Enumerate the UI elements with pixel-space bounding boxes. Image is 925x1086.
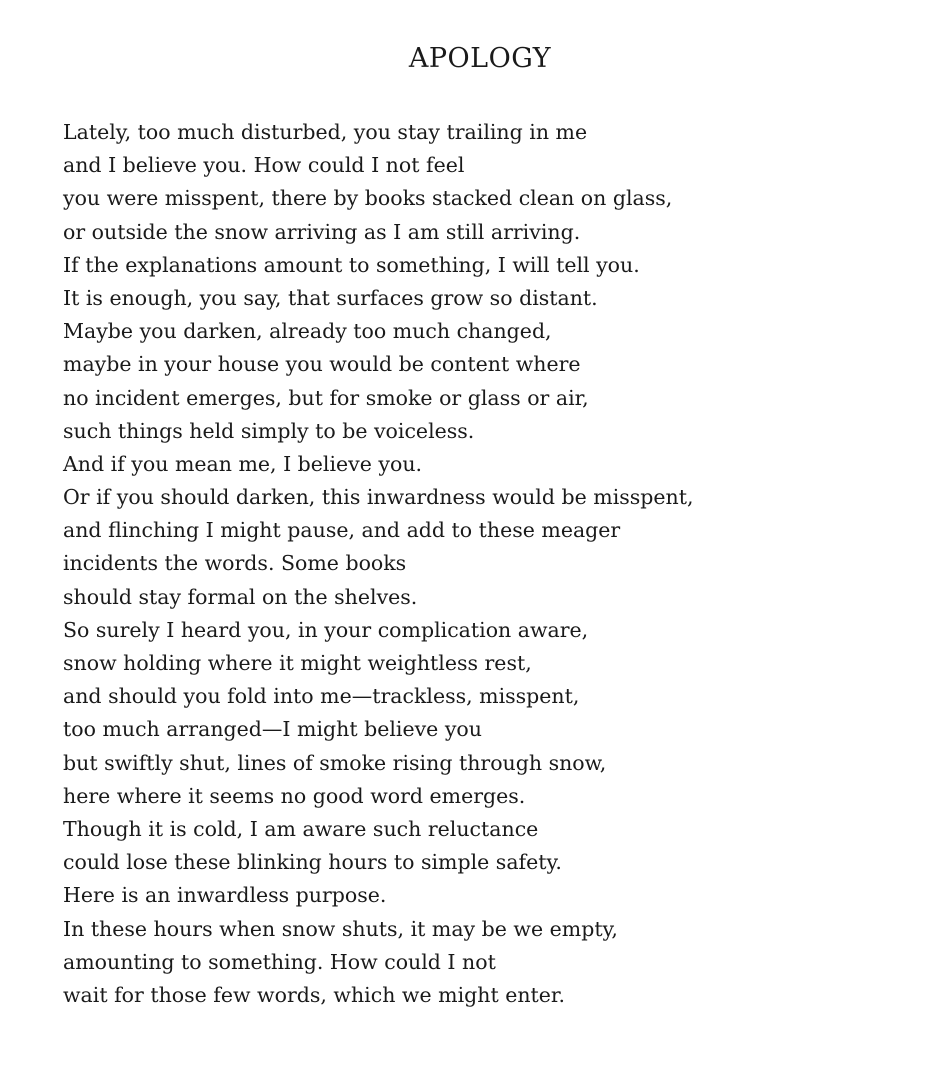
poem-line: If the explanations amount to something, I will tell you. bbox=[63, 252, 640, 277]
poem-line: In these hours when snow shuts, it may be we empty, bbox=[63, 916, 618, 941]
poem-line: could lose these blinking hours to simple safety. bbox=[63, 850, 562, 875]
poem-line: snow holding where it might weightless rest, bbox=[63, 651, 532, 675]
poem-line: It is enough, you say, that surfaces grow so distant. bbox=[63, 285, 598, 310]
poem-line: and should you fold into me—trackless, misspent, bbox=[63, 684, 580, 709]
poem-line: should stay formal on the shelves. bbox=[63, 584, 418, 609]
poem-line: or outside the snow arriving as I am still arriving. bbox=[63, 219, 581, 244]
poem-line: and flinching I might pause, and add to these meager bbox=[63, 518, 621, 543]
poem-line: such things held simply to be voiceless. bbox=[63, 418, 475, 443]
poem-line: you were misspent, there by books stacked clean on glass, bbox=[63, 186, 673, 211]
poem-line: but swiftly shut, lines of smoke rising through snow, bbox=[63, 750, 607, 775]
poem-line: So surely I heard you, in your complication aware, bbox=[63, 617, 589, 642]
poem-line: And if you mean me, I believe you. bbox=[63, 451, 423, 476]
poem-line: Maybe you darken, already too much changed, bbox=[63, 319, 552, 344]
poem-line: Or if you should darken, this inwardness would be misspent, bbox=[63, 485, 694, 510]
poem-line: amounting to something. How could I not bbox=[63, 949, 496, 974]
poem-title: APOLOGY bbox=[408, 43, 552, 74]
poem-line: Here is an inwardless purpose. bbox=[63, 883, 387, 908]
poem-line: Though it is cold, I am aware such reluctance bbox=[63, 816, 539, 841]
poem-line: wait for those few words, which we might enter. bbox=[63, 982, 565, 1007]
poem-line: incidents the words. Some books bbox=[63, 551, 407, 576]
poem-line: here where it seems no good word emerges. bbox=[63, 783, 526, 808]
poem-line: too much arranged—I might believe you bbox=[63, 717, 482, 742]
poem-line: maybe in your house you would be content where bbox=[63, 352, 581, 377]
poem-line: no incident emerges, but for smoke or glass or air, bbox=[63, 385, 589, 410]
poem-body bbox=[63, 116, 903, 1012]
poem-line: and I believe you. How could I not feel bbox=[63, 153, 465, 178]
poem-line: Lately, too much disturbed, you stay trailing in me bbox=[63, 120, 588, 144]
